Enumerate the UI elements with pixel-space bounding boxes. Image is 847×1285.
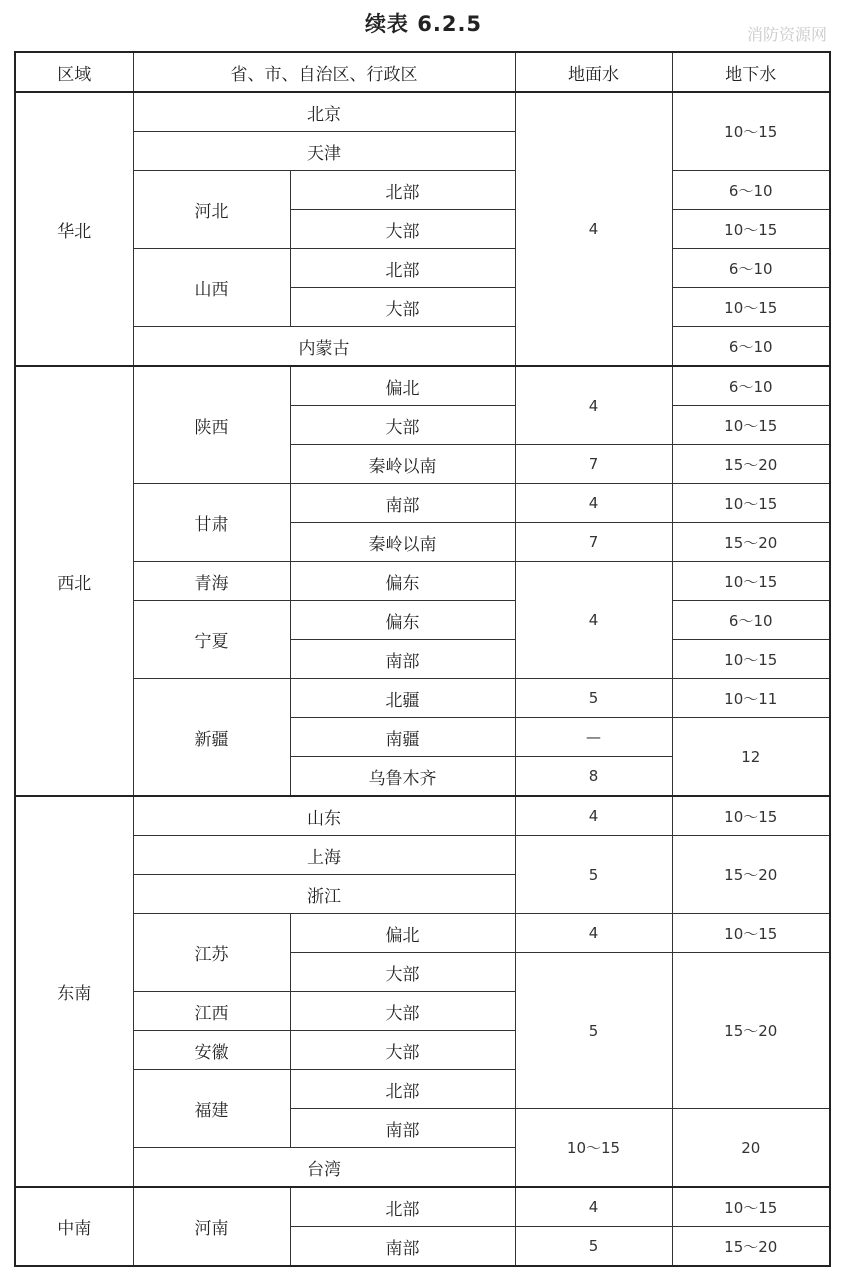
table-row: [15, 327, 830, 367]
province-cell: 江苏: [133, 914, 290, 992]
group-southeast: [15, 796, 830, 1187]
region-cell: 华北: [15, 92, 133, 366]
ground-cell: 6～10: [672, 171, 830, 210]
table-row: [15, 92, 830, 132]
header-row: [15, 52, 830, 92]
ground-cell: 15～20: [672, 836, 830, 914]
subarea-cell: 北部: [290, 1070, 515, 1109]
table-row: [15, 562, 830, 601]
group-northwest: [15, 366, 830, 796]
data-table: [14, 51, 831, 1267]
table-row: [15, 484, 830, 523]
table-row: [15, 171, 830, 210]
surface-cell: 5: [515, 1227, 672, 1267]
surface-cell: 10～15: [515, 1109, 672, 1188]
table-row: [15, 679, 830, 718]
surface-cell: 4: [515, 1187, 672, 1227]
ground-cell: 20: [672, 1109, 830, 1188]
province-cell: 陕西: [133, 366, 290, 484]
table-row: [15, 366, 830, 406]
table-row: [15, 796, 830, 836]
subarea-cell: 偏北: [290, 914, 515, 953]
surface-cell: —: [515, 718, 672, 757]
ground-cell: 12: [672, 718, 830, 797]
subarea-cell: 大部: [290, 210, 515, 249]
ground-cell: 10～15: [672, 796, 830, 836]
ground-cell: 10～15: [672, 288, 830, 327]
subarea-cell: 南疆: [290, 718, 515, 757]
subarea-cell: 大部: [290, 953, 515, 992]
province-cell: 新疆: [133, 679, 290, 797]
province-cell: 山西: [133, 249, 290, 327]
province-cell: 台湾: [133, 1148, 515, 1188]
header-region: 区域: [15, 52, 133, 92]
ground-cell: 10～15: [672, 1187, 830, 1227]
surface-cell: 4: [515, 484, 672, 523]
subarea-cell: 南部: [290, 1227, 515, 1267]
province-cell: 河北: [133, 171, 290, 249]
ground-cell: 10～15: [672, 210, 830, 249]
province-cell: 福建: [133, 1070, 290, 1148]
province-cell: 北京: [133, 92, 515, 132]
subarea-cell: 偏北: [290, 366, 515, 406]
table-row: [15, 1187, 830, 1227]
ground-cell: 15～20: [672, 523, 830, 562]
ground-cell: 6～10: [672, 366, 830, 406]
subarea-cell: 南部: [290, 484, 515, 523]
subarea-cell: 南部: [290, 640, 515, 679]
subarea-cell: 乌鲁木齐: [290, 757, 515, 797]
ground-cell: 15～20: [672, 953, 830, 1109]
surface-cell: 4: [515, 92, 672, 366]
subarea-cell: 大部: [290, 406, 515, 445]
surface-cell: 4: [515, 562, 672, 679]
header-surface: 地面水: [515, 52, 672, 92]
surface-cell: 5: [515, 953, 672, 1109]
province-cell: 宁夏: [133, 601, 290, 679]
subarea-cell: 北疆: [290, 679, 515, 718]
ground-cell: 6～10: [672, 601, 830, 640]
ground-cell: 10～15: [672, 640, 830, 679]
province-cell: 甘肃: [133, 484, 290, 562]
subarea-cell: 偏东: [290, 601, 515, 640]
ground-cell: 10～15: [672, 406, 830, 445]
group-central-south: [15, 1187, 830, 1266]
subarea-cell: 秦岭以南: [290, 445, 515, 484]
province-cell: 河南: [133, 1187, 290, 1266]
table-row: [15, 836, 830, 875]
ground-cell: 10～11: [672, 679, 830, 718]
province-cell: 天津: [133, 132, 515, 171]
ground-cell: 6～10: [672, 249, 830, 288]
surface-cell: 4: [515, 366, 672, 445]
ground-cell: 6～10: [672, 327, 830, 367]
subarea-cell: 北部: [290, 1187, 515, 1227]
subarea-cell: 大部: [290, 288, 515, 327]
province-cell: 安徽: [133, 1031, 290, 1070]
subarea-cell: 大部: [290, 992, 515, 1031]
ground-cell: 15～20: [672, 1227, 830, 1267]
header-province: 省、市、自治区、行政区: [133, 52, 515, 92]
province-cell: 浙江: [133, 875, 515, 914]
table-title: 续表 6.2.5: [364, 12, 483, 36]
surface-cell: 7: [515, 445, 672, 484]
province-cell: 山东: [133, 796, 515, 836]
ground-cell: 10～15: [672, 92, 830, 171]
surface-cell: 5: [515, 836, 672, 914]
surface-cell: 8: [515, 757, 672, 797]
ground-cell: 10～15: [672, 562, 830, 601]
subarea-cell: 北部: [290, 249, 515, 288]
ground-cell: 10～15: [672, 914, 830, 953]
ground-cell: 10～15: [672, 484, 830, 523]
table-row: [15, 249, 830, 288]
region-cell: 东南: [15, 796, 133, 1187]
region-cell: 中南: [15, 1187, 133, 1266]
subarea-cell: 北部: [290, 171, 515, 210]
region-cell: 西北: [15, 366, 133, 796]
surface-cell: 7: [515, 523, 672, 562]
subarea-cell: 南部: [290, 1109, 515, 1148]
subarea-cell: 偏东: [290, 562, 515, 601]
province-cell: 内蒙古: [133, 327, 515, 367]
table-row: [15, 914, 830, 953]
surface-cell: 4: [515, 796, 672, 836]
subarea-cell: 秦岭以南: [290, 523, 515, 562]
province-cell: 江西: [133, 992, 290, 1031]
header-ground: 地下水: [672, 52, 830, 92]
province-cell: 青海: [133, 562, 290, 601]
province-cell: 上海: [133, 836, 515, 875]
surface-cell: 5: [515, 679, 672, 718]
watermark: 消防资源网: [746, 25, 827, 44]
ground-cell: 15～20: [672, 445, 830, 484]
table-row: [15, 601, 830, 640]
surface-cell: 4: [515, 914, 672, 953]
subarea-cell: 大部: [290, 1031, 515, 1070]
group-north-china: [15, 92, 830, 366]
